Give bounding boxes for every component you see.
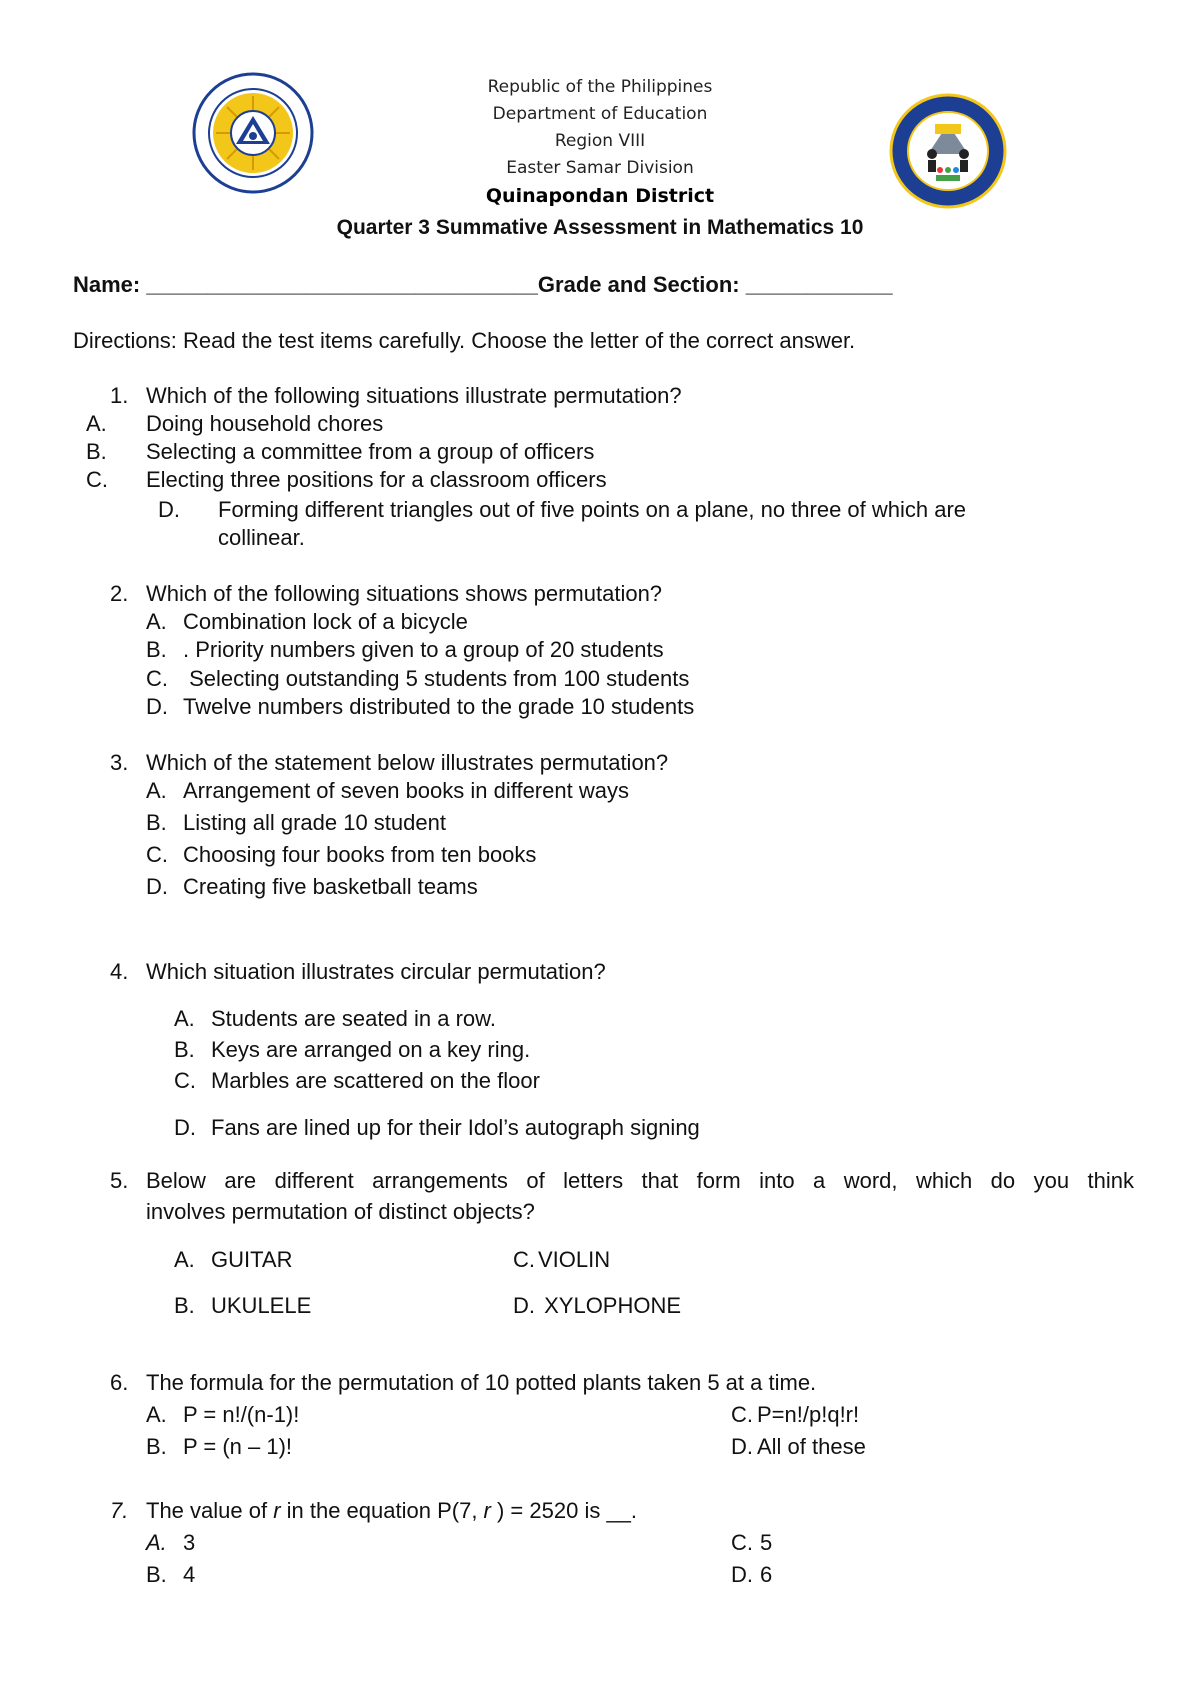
q7-option-a[interactable]: 3: [183, 1530, 196, 1555]
q4-option-c-letter: C.: [174, 1068, 196, 1093]
q5-option-d-letter: D.: [513, 1293, 535, 1318]
question-5-number: 5.: [110, 1168, 129, 1193]
header-division: Easter Samar Division: [506, 158, 694, 178]
q4-option-d-letter: D.: [174, 1115, 196, 1140]
name-field[interactable]: [73, 274, 893, 296]
q4-option-a-letter: A.: [174, 1006, 195, 1031]
question-2-number: 2.: [110, 581, 129, 606]
header-country: Republic of the Philippines: [487, 77, 713, 97]
q3-option-c[interactable]: Choosing four books from ten books: [183, 842, 537, 867]
q7-option-d[interactable]: 6: [760, 1562, 773, 1587]
question-2-text: Which of the following situations shows permutation?: [146, 581, 663, 606]
q2-option-d[interactable]: Twelve numbers distributed to the grade 10 students: [183, 694, 695, 719]
q6-option-b[interactable]: P = (n – 1)!: [183, 1434, 293, 1459]
question-5-text-continued: involves permutation of distinct objects?: [146, 1199, 535, 1224]
q7-option-c[interactable]: 5: [760, 1530, 773, 1555]
question-5-text: Below are different arrangements of letters that form into a word, which do you think: [146, 1168, 1134, 1193]
q2-option-b-letter: B.: [146, 637, 167, 662]
q7-variable-r-2: r: [483, 1498, 491, 1523]
q1-option-a-letter: A.: [86, 411, 107, 436]
q3-option-c-letter: C.: [146, 842, 168, 867]
q6-option-d-letter: D.: [731, 1434, 753, 1459]
grade-section-label: Grade and Section:: [537, 272, 740, 297]
q7-variable-r: r: [273, 1498, 281, 1523]
q1-option-b[interactable]: Selecting a committee from a group of officers: [146, 439, 595, 464]
q2-option-b[interactable]: . Priority numbers given to a group of 20 students: [183, 637, 664, 662]
q5-option-b-letter: B.: [174, 1293, 195, 1318]
question-3-text: Which of the statement below illustrates permutation?: [146, 750, 669, 775]
q5-option-b[interactable]: UKULELE: [211, 1293, 312, 1318]
name-label: Name:: [73, 272, 141, 297]
q3-option-d[interactable]: Creating five basketball teams: [183, 874, 478, 899]
grade-section-blank[interactable]: ____________: [745, 272, 893, 297]
q3-option-a[interactable]: Arrangement of seven books in different ways: [183, 778, 629, 803]
q6-option-c-letter: C.: [731, 1402, 753, 1427]
name-blank[interactable]: ________________________________: [146, 272, 538, 297]
q1-option-a[interactable]: Doing household chores: [146, 411, 384, 436]
q7-option-b-letter: B.: [146, 1562, 167, 1587]
q4-option-a[interactable]: Students are seated in a row.: [211, 1006, 496, 1031]
q4-option-c[interactable]: Marbles are scattered on the floor: [211, 1068, 540, 1093]
question-1-text: Which of the following situations illustrate permutation?: [146, 383, 682, 408]
q1-option-d-continued: collinear.: [218, 525, 305, 550]
q2-option-d-letter: D.: [146, 694, 168, 719]
header-district: Quinapondan District: [485, 185, 715, 207]
question-4-number: 4.: [110, 959, 129, 984]
header-department: Department of Education: [492, 104, 708, 124]
q7-option-b[interactable]: 4: [183, 1562, 196, 1587]
q1-option-d-letter: D.: [158, 497, 180, 522]
q2-option-c-letter: C.: [146, 666, 168, 691]
q1-option-c[interactable]: Electing three positions for a classroom officers: [146, 467, 607, 492]
directions: Directions: Read the test items carefully. Choose the letter of the correct answer.: [73, 328, 856, 353]
q7-option-d-letter: D.: [731, 1562, 753, 1587]
q6-option-b-letter: B.: [146, 1434, 167, 1459]
q2-option-c[interactable]: Selecting outstanding 5 students from 100 students: [183, 666, 690, 691]
q4-option-d[interactable]: Fans are lined up for their Idol’s autograph signing: [211, 1115, 700, 1140]
question-1-number: 1.: [110, 383, 129, 408]
q5-option-c-letter: C.: [513, 1247, 535, 1272]
question-6-number: 6.: [110, 1370, 129, 1395]
q7-option-a-letter: A.: [146, 1530, 167, 1555]
q4-option-b[interactable]: Keys are arranged on a key ring.: [211, 1037, 531, 1062]
q1-option-d[interactable]: Forming different triangles out of five points on a plane, no three of which are: [218, 497, 967, 522]
question-7-number: 7.: [110, 1498, 129, 1523]
q3-option-a-letter: A.: [146, 778, 167, 803]
q5-option-a-letter: A.: [174, 1247, 195, 1272]
q1-option-b-letter: B.: [86, 439, 107, 464]
q5-option-c[interactable]: VIOLIN: [538, 1247, 611, 1272]
q2-option-a[interactable]: Combination lock of a bicycle: [183, 609, 468, 634]
q3-option-b-letter: B.: [146, 810, 167, 835]
page-title: Quarter 3 Summative Assessment in Mathematics 10: [336, 216, 864, 239]
q6-option-d[interactable]: All of these: [757, 1434, 866, 1459]
question-7-text: [146, 1500, 637, 1522]
q3-option-b[interactable]: Listing all grade 10 student: [183, 810, 446, 835]
question-4-text: Which situation illustrates circular permutation?: [146, 959, 606, 984]
question-6-text: The formula for the permutation of 10 potted plants taken 5 at a time.: [146, 1370, 817, 1395]
q7-text-part-2: in the equation P(7,: [280, 1498, 484, 1523]
q2-option-a-letter: A.: [146, 609, 167, 634]
q4-option-b-letter: B.: [174, 1037, 195, 1062]
q5-option-a[interactable]: GUITAR: [211, 1247, 293, 1272]
q6-option-c[interactable]: P=n!/p!q!r!: [757, 1402, 860, 1427]
q7-text-part-3: ) = 2520 is __.: [490, 1498, 638, 1523]
q7-option-c-letter: C.: [731, 1530, 753, 1555]
question-3-number: 3.: [110, 750, 129, 775]
q6-option-a-letter: A.: [146, 1402, 167, 1427]
q6-option-a[interactable]: P = n!/(n-1)!: [183, 1402, 300, 1427]
q7-text-part-1: The value of: [146, 1498, 274, 1523]
q1-option-c-letter: C.: [86, 467, 108, 492]
q3-option-d-letter: D.: [146, 874, 168, 899]
header-region: Region VIII: [554, 131, 646, 151]
q5-option-d[interactable]: XYLOPHONE: [538, 1293, 682, 1318]
